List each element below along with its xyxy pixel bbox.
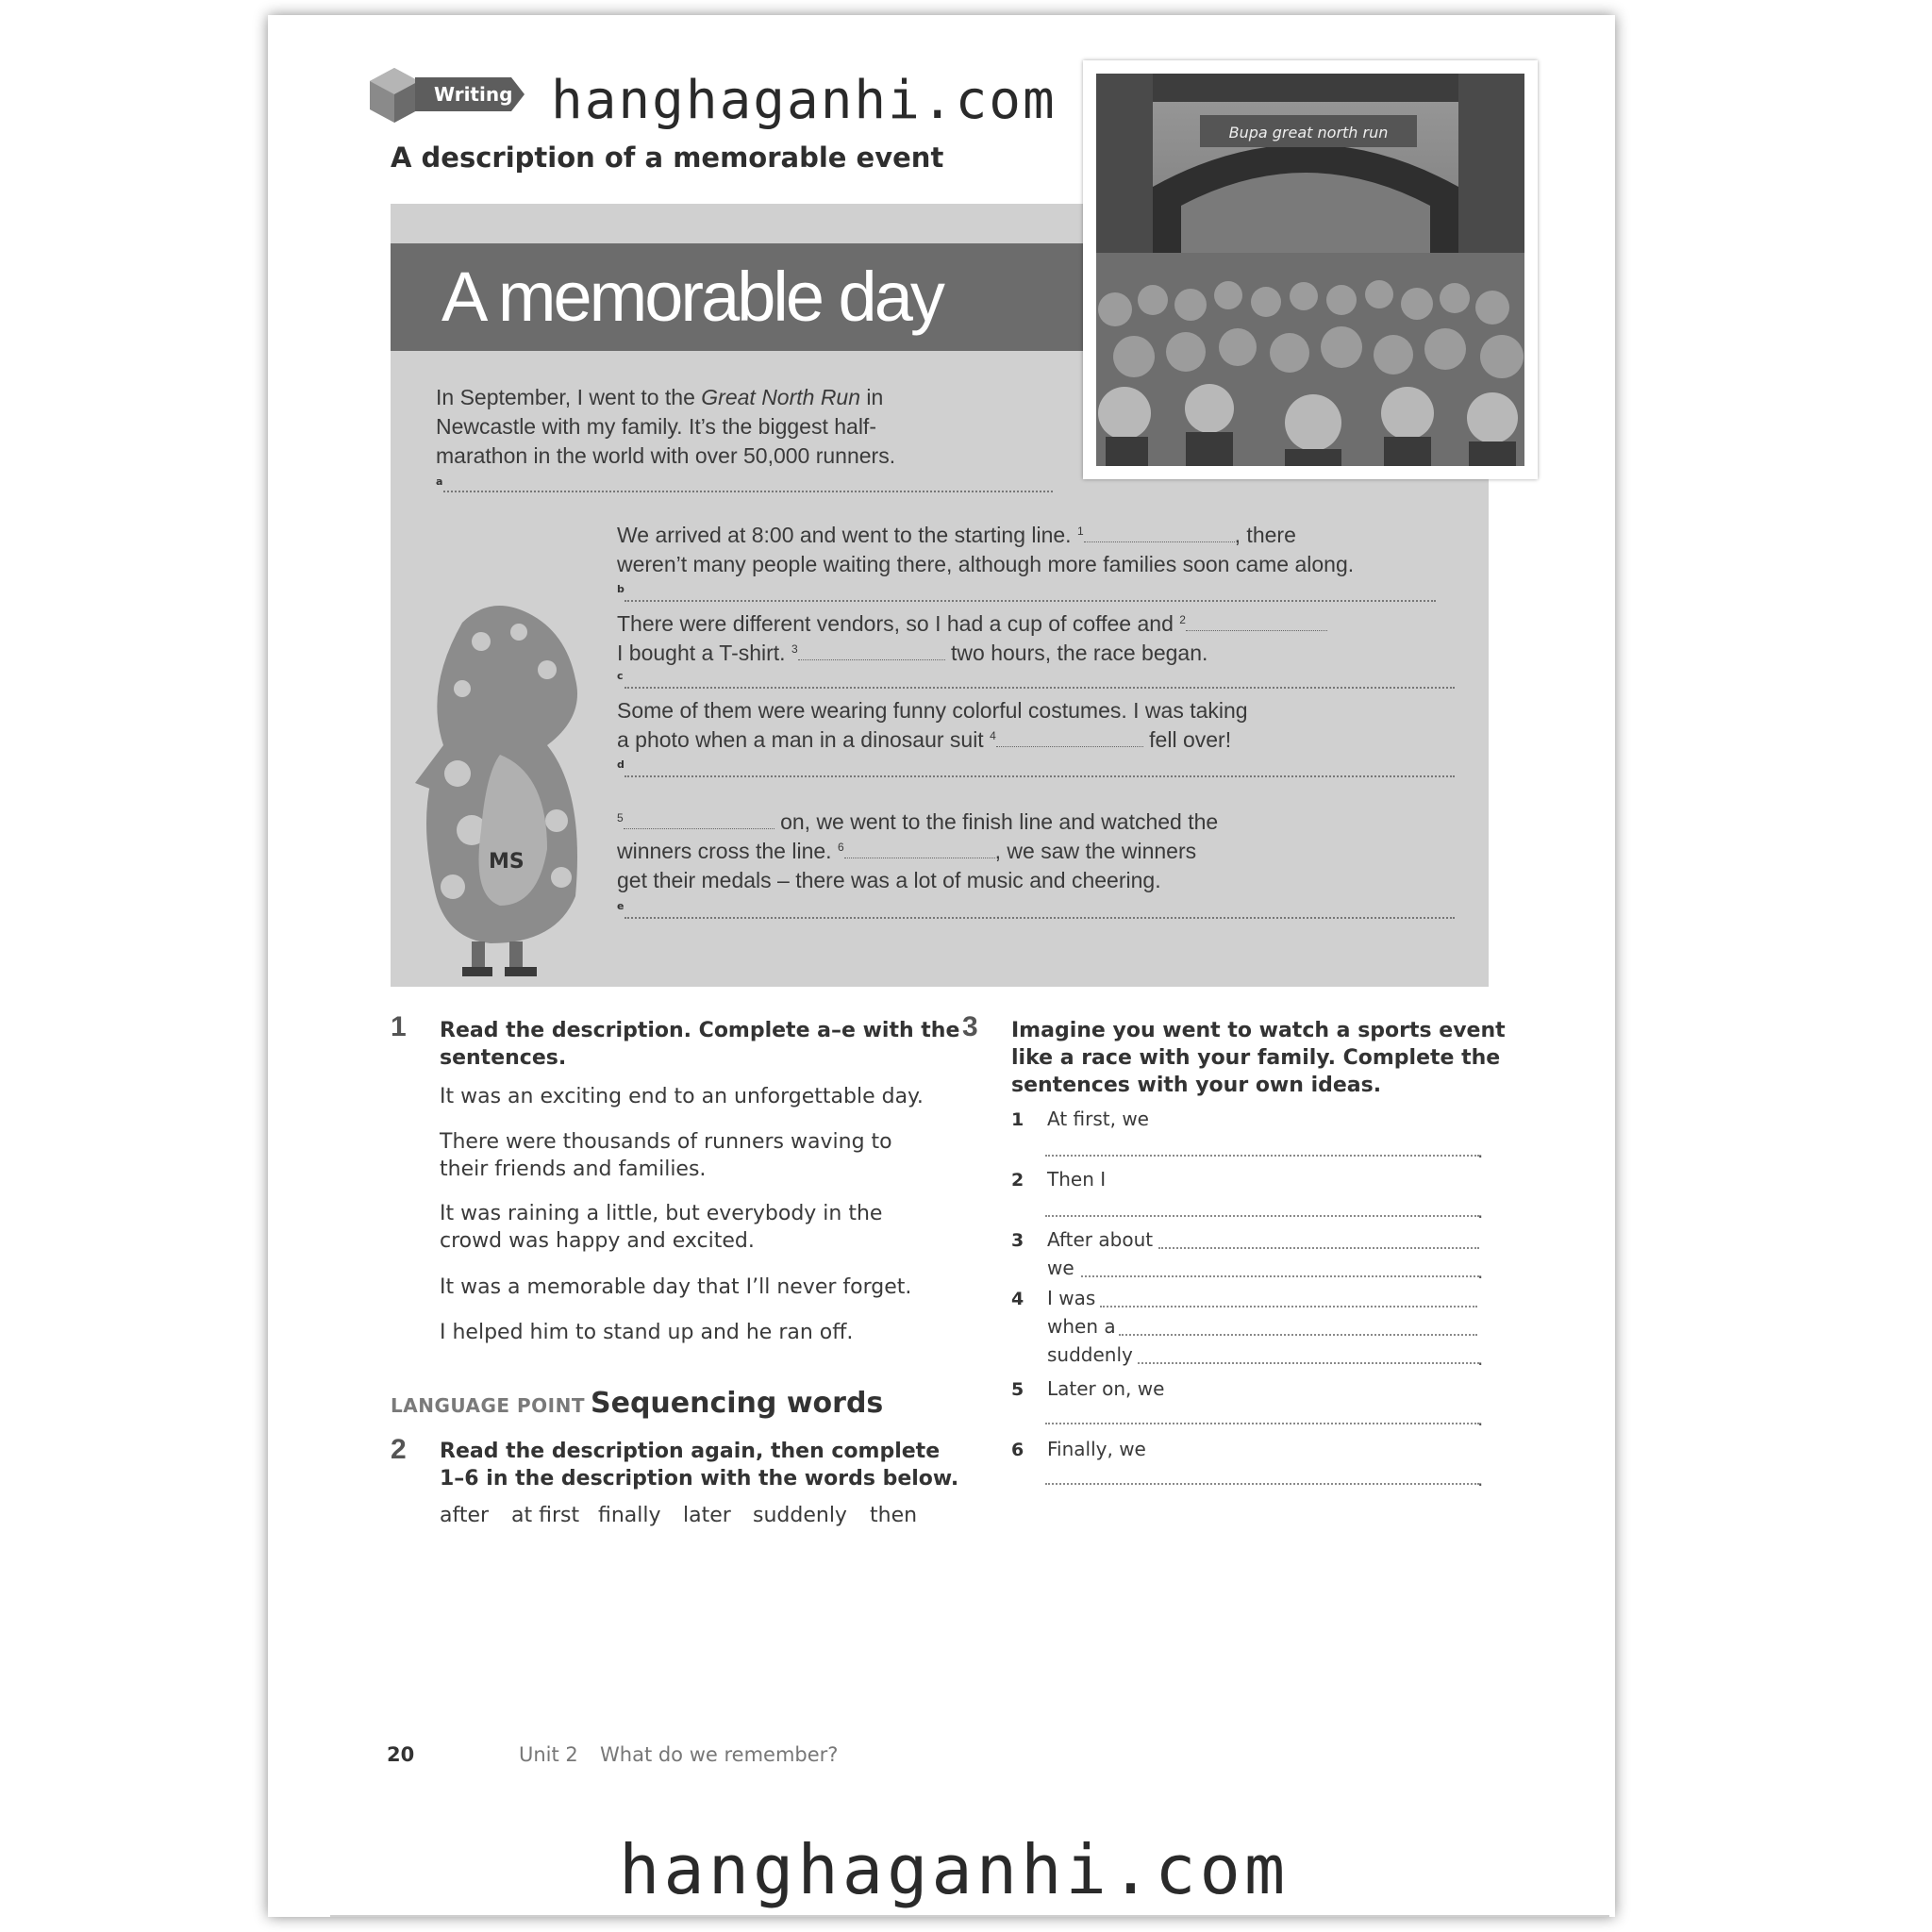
race-crowd-photo xyxy=(1096,74,1524,466)
paragraph-4 xyxy=(617,696,1248,755)
gap-number-4: 4 xyxy=(990,729,996,742)
exercise-3-item-6-text: Finally, we xyxy=(1047,1438,1146,1460)
p5-text-4: get their medals – there was a lot of music and cheering. xyxy=(617,868,1161,892)
gap-1-blank[interactable] xyxy=(1084,538,1235,542)
exercise-1-number: 1 xyxy=(391,1011,407,1042)
gap-d-line[interactable] xyxy=(625,775,1455,777)
p5-text-3: , we saw the winners xyxy=(994,839,1197,863)
word-box-item: suddenly xyxy=(753,1504,847,1527)
gap-number-2: 2 xyxy=(1179,613,1186,626)
gap-number-5: 5 xyxy=(617,811,624,824)
exercise-3-item-6-answer-line[interactable] xyxy=(1045,1483,1479,1485)
period-mark: . xyxy=(1477,1260,1484,1283)
gap-e-line[interactable] xyxy=(625,917,1455,919)
exercise-3-item-4-text-3: suddenly xyxy=(1047,1343,1133,1366)
period-mark: . xyxy=(1477,1200,1484,1223)
unit-label: Unit 2 xyxy=(519,1743,578,1766)
p2-text-1: We arrived at 8:00 and went to the starting line. xyxy=(617,523,1072,547)
watermark-top: hanghaganhi.com xyxy=(551,70,1057,131)
p3-text-2: I bought a T-shirt. xyxy=(617,641,786,665)
p3-text-1: There were different vendors, so I had a cup of coffee and xyxy=(617,611,1174,636)
page-number: 20 xyxy=(387,1743,415,1766)
reading-title: A memorable day xyxy=(441,258,942,336)
gap-4-blank[interactable] xyxy=(996,742,1143,747)
exercise-3-item-5-text: Later on, we xyxy=(1047,1377,1165,1400)
dinosaur-costume-photo xyxy=(406,585,594,981)
intro-line-3: marathon in the world with over 50,000 runners. xyxy=(436,443,896,468)
gap-letter-b: b xyxy=(617,583,625,595)
exercise-3-instruction: Imagine you went to watch a sports event like a race with your family. Complete the sentences with your own ideas. xyxy=(1011,1019,1506,1097)
exercise-3-item-4-text-2: when a xyxy=(1047,1315,1116,1338)
exercise-3-item-3-answer-line-1[interactable] xyxy=(1158,1247,1479,1249)
exercise-3-item-2-answer-line[interactable] xyxy=(1045,1215,1479,1217)
exercise-3-item-4-answer-line-2[interactable] xyxy=(1119,1334,1477,1336)
gap-letter-a: a xyxy=(436,475,443,488)
p3-text-3: two hours, the race began. xyxy=(951,641,1208,665)
exercise-3-item-5-answer-line[interactable] xyxy=(1045,1423,1479,1424)
paragraph-2 xyxy=(617,521,1354,579)
gap-2-blank[interactable] xyxy=(1186,626,1327,631)
exercise-1-sentence-4: It was a memorable day that I’ll never forget. xyxy=(440,1275,912,1299)
intro-paragraph xyxy=(436,383,895,471)
gap-letter-e: e xyxy=(617,900,625,912)
word-box-item: then xyxy=(870,1504,918,1527)
p4-text-1: Some of them were wearing funny colorful costumes. I was taking xyxy=(617,698,1248,723)
period-mark: . xyxy=(1477,1407,1484,1430)
paragraph-3 xyxy=(617,609,1327,668)
gap-letter-d: d xyxy=(617,758,625,771)
p2-text-3: weren’t many people waiting there, although more families soon came along. xyxy=(617,552,1355,576)
language-point-label: LANGUAGE POINT xyxy=(391,1394,586,1417)
exercise-3-item-1-text: At first, we xyxy=(1047,1108,1149,1130)
gap-number-3: 3 xyxy=(791,642,798,656)
exercise-3-item-2-number: 2 xyxy=(1011,1170,1024,1191)
gap-3-blank[interactable] xyxy=(798,656,945,660)
exercise-1-sentence-3: It was raining a little, but everybody in the crowd was happy and excited. xyxy=(440,1202,883,1253)
p2-text-2: , there xyxy=(1234,523,1296,547)
exercise-3-item-2-text: Then I xyxy=(1047,1168,1107,1191)
language-point-title: Sequencing words xyxy=(591,1387,884,1420)
exercise-3-item-4-text-1: I was xyxy=(1047,1287,1096,1309)
period-mark: . xyxy=(1477,1468,1484,1491)
exercise-3-item-4-answer-line-3[interactable] xyxy=(1138,1362,1479,1364)
exercise-3-item-3-number: 3 xyxy=(1011,1230,1024,1251)
exercise-1-instruction: Read the description. Complete a–e with the sentences. xyxy=(440,1019,960,1070)
watermark-bottom: hanghaganhi.com xyxy=(619,1830,1290,1909)
exercise-3-item-1-answer-line[interactable] xyxy=(1045,1155,1479,1157)
gap-a-line[interactable] xyxy=(443,491,1053,492)
period-mark: . xyxy=(1477,1140,1484,1162)
gap-6-blank[interactable] xyxy=(844,854,995,858)
exercise-3-number: 3 xyxy=(962,1011,978,1042)
paragraph-5 xyxy=(617,808,1218,895)
p5-text-2: winners cross the line. xyxy=(617,839,832,863)
word-box-item: finally xyxy=(598,1504,661,1527)
exercise-3-item-5-number: 5 xyxy=(1011,1379,1024,1400)
p4-text-2: a photo when a man in a dinosaur suit xyxy=(617,727,984,752)
costume-letters: MS xyxy=(489,850,525,874)
exercise-3-item-6-number: 6 xyxy=(1011,1440,1024,1460)
p4-text-3: fell over! xyxy=(1149,727,1232,752)
section-title: A description of a memorable event xyxy=(391,142,944,174)
exercise-1-sentence-1: It was an exciting end to an unforgettable day. xyxy=(440,1085,924,1108)
word-box-item: later xyxy=(683,1504,731,1527)
exercise-2-number: 2 xyxy=(391,1434,407,1465)
exercise-3-item-4-number: 4 xyxy=(1011,1289,1024,1309)
exercise-2-instruction: Read the description again, then complete 1–6 in the description with the words below. xyxy=(440,1440,959,1491)
exercise-3-item-4-answer-line-1[interactable] xyxy=(1100,1306,1477,1307)
unit-title: What do we remember? xyxy=(600,1743,839,1766)
period-mark: . xyxy=(1477,1347,1484,1370)
word-box-item: at first xyxy=(511,1504,580,1527)
p5-text-1: on, we went to the finish line and watched the xyxy=(780,809,1219,834)
exercise-3-item-3-answer-line-2[interactable] xyxy=(1081,1275,1479,1277)
gap-c-line[interactable] xyxy=(625,687,1455,689)
photo-banner-text: Bupa great north run xyxy=(1228,124,1389,142)
word-box-item: after xyxy=(440,1504,490,1527)
writing-hexagon-icon xyxy=(366,66,423,125)
exercise-3-item-3-text-2: we xyxy=(1047,1257,1074,1279)
intro-line-2: Newcastle with my family. It’s the biggest half- xyxy=(436,414,876,439)
gap-b-line[interactable] xyxy=(625,600,1436,602)
exercise-1-sentence-5: I helped him to stand up and he ran off. xyxy=(440,1321,854,1344)
bottom-rule xyxy=(330,1915,1609,1917)
exercise-3-item-3-text-1: After about xyxy=(1047,1228,1154,1251)
exercise-3-item-1-number: 1 xyxy=(1011,1109,1024,1130)
gap-5-blank[interactable] xyxy=(624,824,774,829)
gap-letter-c: c xyxy=(617,670,624,682)
gap-number-6: 6 xyxy=(837,841,844,854)
gap-number-1: 1 xyxy=(1076,525,1084,538)
intro-line-1: In September, I went to the Great North Run in xyxy=(436,385,884,409)
exercise-1-sentence-2: There were thousands of runners waving to their friends and families. xyxy=(440,1130,892,1181)
writing-section-tag: Writing xyxy=(434,83,513,106)
event-name: Great North Run xyxy=(701,385,861,409)
